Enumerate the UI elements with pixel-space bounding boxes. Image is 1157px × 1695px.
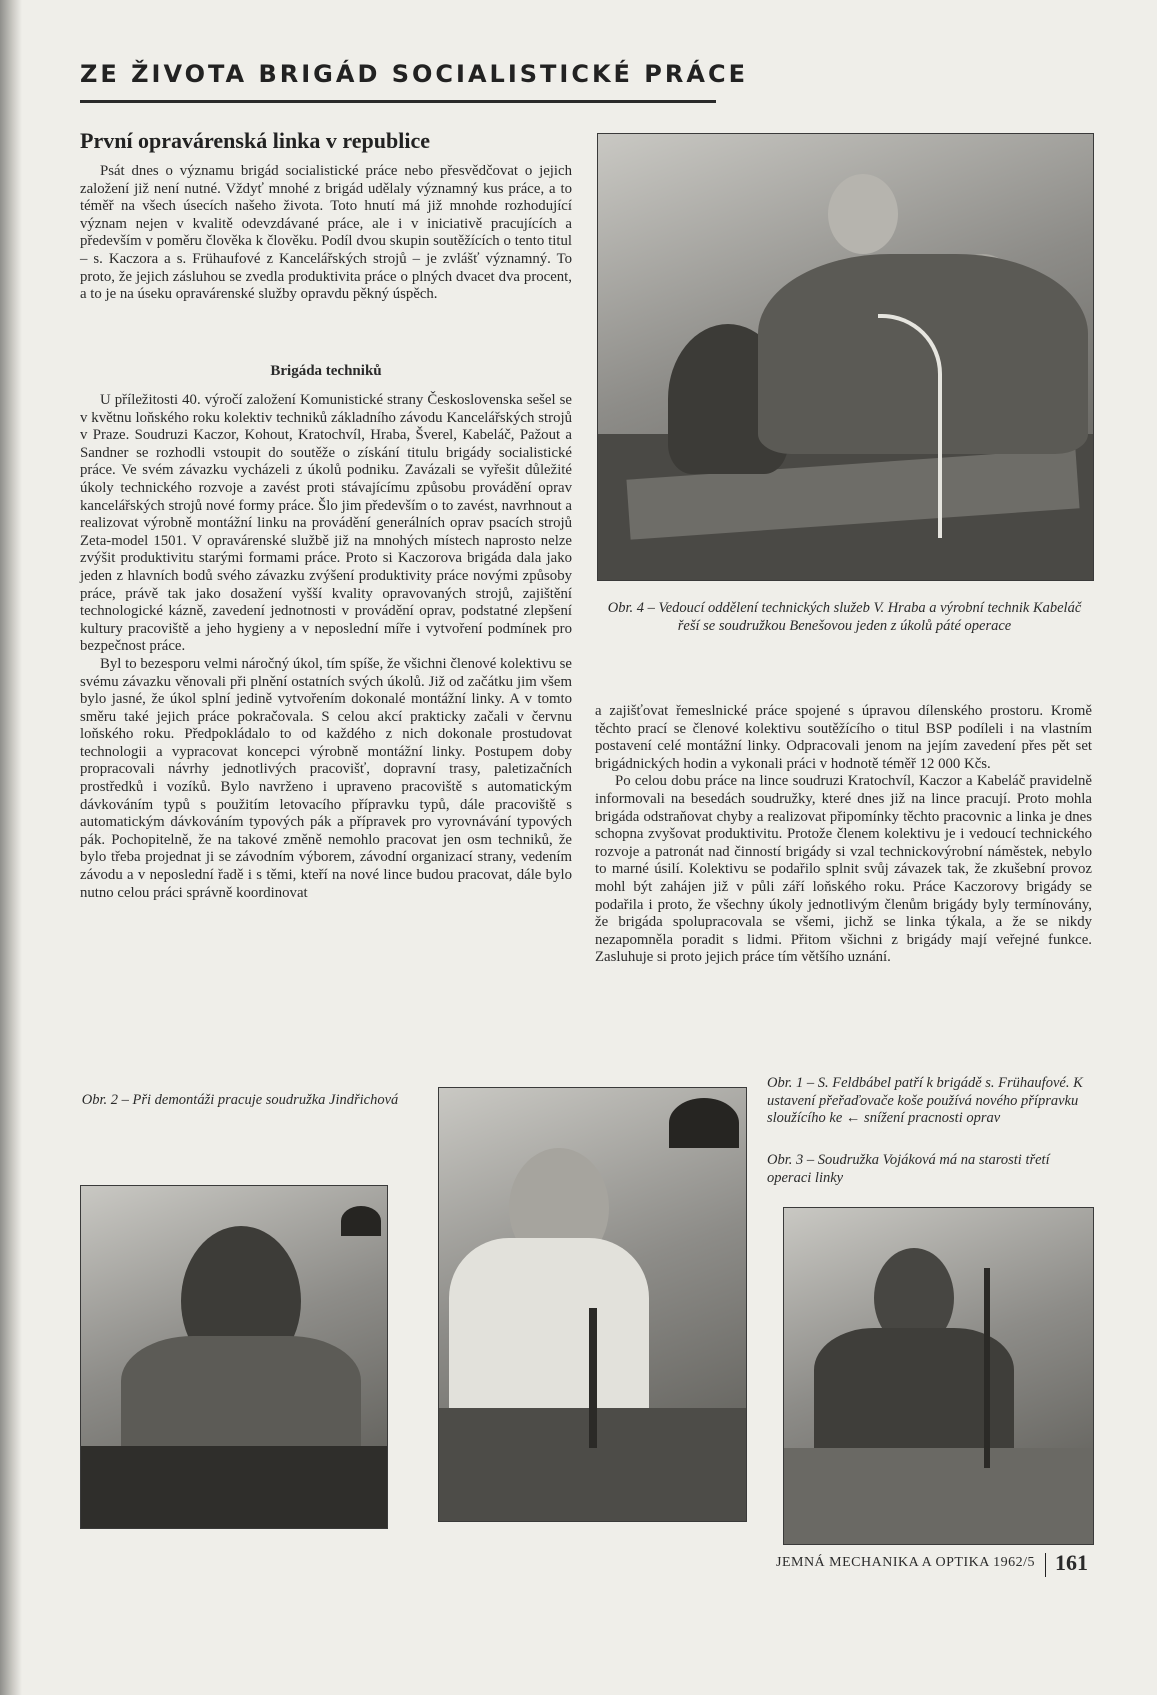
header-rule — [80, 100, 716, 103]
article-title: První opravárenská linka v republice — [80, 128, 431, 153]
subheading: Brigáda techniků — [270, 363, 382, 379]
intro-paragraph: Psát dnes o významu brigád socialistické práce nebo přesvědčovat o jejich založení již není nutné. Vždyť mnohé z brigád udělaly významný kus práce, a to téměř na všech úsecích našeho života. Toto hnutí má již mnohde rozhodující význam nejen v kvalitě odevzdávané práce, ale i v iniciativě pracujících a především v poměru člověka k člověku. Podíl dvou skupin soutěžících o tento titul – s. Kaczora a s. Frühaufové z Kancelářských strojů – je zvlášť významný. To proto, že jejich zásluhou se zvedla produktivita práce o plných dvacet dva procent, a to je na úseku opravárenské služby opravdu pěkný úspěch. — [80, 163, 572, 303]
footer-publication: JEMNÁ MECHANIKA A OPTIKA 1962/5 — [776, 1555, 1035, 1570]
binding-gutter-shadow — [0, 0, 22, 1695]
photo-obr3 — [783, 1207, 1094, 1545]
body-paragraph-1: U příležitosti 40. výročí založení Komunistické strany Československa sešel se v květnu loňského roku kolektiv techniků základního závodu Kancelářských strojů v Praze. Soudruzi Kaczor, Kohout, Kratochvíl, Hraba, Šverel, Kabeláč, Pažout a Sandner se rozhodli vstoupit do soutěže o získání titulu brigády socialistické práce. Ve svém závazku vycházeli z úkolů podniku. Zavázali se vyřešit důležité úkoly technického rozvoje a zavést proti stávajícímu způsobu provádění oprav kancelářských strojů nové formy práce. Šlo jim především o to zavést, navrhnout a realizovat výrobně montážní linku na provádění generálních oprav psacích strojů Zeta-model 1501. V opravárenské službě již na mnohých místech naprosto nelze zvýšit produktivitu starými formami práce. Proto si Kaczorova brigáda dala jako jeden z hlavních bodů svého závazku zvýšení produktivity práce novými způsoby práce, právě tak jako dosažení vyšší kvality opravovaných strojů, zajištění technologické kázně, zavedení jednotnosti v provádění oprav, podstatné zlepšení kultury pracoviště a jeho hygieny a v neposlední míře i vytvoření podmínek pro bezpečnost práce. — [80, 392, 572, 655]
section-header: ZE ŽIVOTA BRIGÁD SOCIALISTICKÉ PRÁCE — [80, 60, 748, 88]
page-number: 161 — [1055, 1550, 1088, 1575]
photo-obr2 — [80, 1185, 388, 1529]
caption-obr2: Obr. 2 – Při demontáži pracuje soudružka Jindřichová — [81, 1092, 399, 1108]
footer-separator — [1045, 1553, 1046, 1577]
caption-obr1: Obr. 1 – S. Feldbábel patří k brigádě s. Frühaufové. K ustavení přeřaďovače koše používá nového přípravku sloužícího ke ← snížení pracnosti oprav — [767, 1075, 1083, 1126]
body-paragraph-2: Byl to bezesporu velmi náročný úkol, tím spíše, že všichni členové kolektivu se svému závazku věnovali při plnění ostatních svých úkolů. Již od začátku jim všem bylo jasné, že úkol splní jedině vytvořením dokonalé montážní linky. A v tomto směru také jejich práce pokračovala. S celou akcí prakticky začali v červnu loňského roku. Předpokládalo to od každého z nich dokonale prostudovat technologii a vypracovat koncepci výrobně montážní linky. Postupem doby propracovali návrhy jednotlivých pracovišť, dopravní trasy, paletizačních prostředků i vozíků. Bylo navrženo i upraveno pracoviště s automatickým dávkováním typů s použitím letovacího přípravku typů, dále pracoviště s automatickým dávkováním typových pák a přípravek pro vyrovnávání typových pák. Pochopitelně, že na takové změně nemohlo pracovat jen osm techniků, že bylo třeba projednat ji se závodním výborem, závodní organizací strany, vedením závodu a v neposlední řadě i s těmi, kteří na nové lince budou pracovat, dále bylo nutno celou práci správně koordinovat — [80, 655, 572, 901]
caption-obr3: Obr. 3 – Soudružka Vojáková má na starosti třetí operaci linky — [767, 1152, 1050, 1186]
article-intro — [80, 163, 572, 304]
photo-obr1 — [438, 1087, 747, 1522]
article-body-left — [80, 392, 572, 902]
photo-obr4 — [597, 133, 1094, 581]
body-paragraph-3: Po celou dobu práce na lince soudruzi Kratochvíl, Kaczor a Kabeláč pravidelně informovali na besedách soudružky, které dnes již na lince pracují. Proto mohla brigáda odstraňovat chyby a realizovat připomínky těchto pracovnic a linka je dnes schopna zvyšovat produktivitu. Protože členem kolektivu je i vedoucí technického rozvoje a patronát nad činností brigády si vzal technickovýrobní náměstek, nebylo to marné úsilí. Kolektivu se podařilo splnit svůj závazek tak, že zkušební provoz mohl být zahájen již v půli září loňského roku. Práce Kaczorovy brigády se podařila i proto, že všechny úkoly jednotlivým členům brigády byly termínovány, že brigáda spolupracovala se všemi, jichž se linka týkala, a že se nikdy nezapomněla poradit s lidmi. Přitom všichni z brigády mají veřejné funkce. Zasluhuje si proto jejich práce tím většího uznání. — [595, 773, 1092, 966]
body-continuation: a zajišťovat řemeslnické práce spojené s úpravou dílenského prostoru. Kromě těchto prací se členové kolektivu soutěžícího o titul BSP podíleli i na vlastním postavení celé montážní linky. Odpracovali jenom na jejím zavedení přes pět set brigádnických hodin a vykonali práci v hodnotě téměř 12 000 Kčs. — [595, 703, 1092, 772]
caption-obr4: Obr. 4 – Vedoucí oddělení technických služeb V. Hraba a výrobní technik Kabeláč řeší se soudružkou Benešovou jeden z úkolů páté operace — [607, 600, 1082, 634]
article-body-right — [595, 703, 1092, 967]
